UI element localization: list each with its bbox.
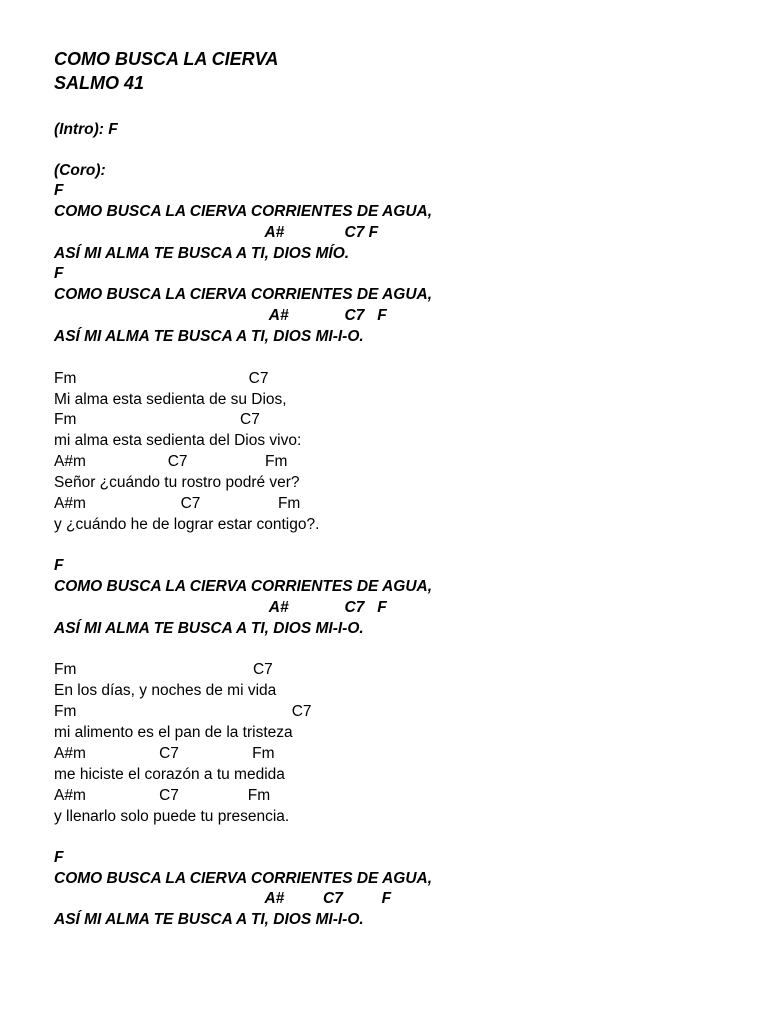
chord-line: Fm C7 (54, 411, 260, 428)
chord-line: A#m C7 Fm (54, 745, 275, 762)
chord-line: A#m C7 Fm (54, 787, 271, 804)
coro-label: (Coro): (54, 162, 106, 179)
chord-line: A# C7 F (54, 307, 387, 324)
lyric-line: mi alimento es el pan de la tristeza (54, 724, 293, 741)
chord-line: A# C7 F (54, 224, 379, 241)
lyric-line: COMO BUSCA LA CIERVA CORRIENTES DE AGUA, (54, 578, 433, 595)
lyric-line: y llenarlo solo puede tu presencia. (54, 808, 290, 825)
lyric-line: COMO BUSCA LA CIERVA CORRIENTES DE AGUA, (54, 870, 433, 887)
chord-line: A# C7 F (54, 890, 392, 907)
chord-line: F (54, 182, 64, 199)
lyric-line: Mi alma esta sedienta de su Dios, (54, 391, 287, 408)
lyric-line: ASÍ MI ALMA TE BUSCA A TI, DIOS MI-I-O. (54, 911, 364, 928)
chord-line: Fm C7 (54, 370, 269, 387)
chord-line: Fm C7 (54, 703, 312, 720)
chord-line: F (54, 265, 64, 282)
chord-line: A#m C7 Fm (54, 495, 301, 512)
lyric-line: COMO BUSCA LA CIERVA CORRIENTES DE AGUA, (54, 286, 433, 303)
chord-line: A# C7 F (54, 599, 387, 616)
intro-chord: (Intro): F (54, 121, 118, 138)
song-title: COMO BUSCA LA CIERVA (54, 49, 279, 69)
psalm-subtitle: SALMO 41 (54, 73, 145, 93)
lyric-line: me hiciste el corazón a tu medida (54, 766, 285, 783)
chord-line: F (54, 849, 64, 866)
lyric-line: mi alma esta sedienta del Dios vivo: (54, 432, 302, 449)
lyric-line: COMO BUSCA LA CIERVA CORRIENTES DE AGUA, (54, 203, 433, 220)
chord-line: A#m C7 Fm (54, 453, 288, 470)
lyric-line: ASÍ MI ALMA TE BUSCA A TI, DIOS MÍO. (54, 245, 350, 262)
lyric-line: y ¿cuándo he de lograr estar contigo?. (54, 516, 320, 533)
lyric-line: En los días, y noches de mi vida (54, 682, 277, 699)
lyric-line: ASÍ MI ALMA TE BUSCA A TI, DIOS MI-I-O. (54, 620, 364, 637)
lyric-line: ASÍ MI ALMA TE BUSCA A TI, DIOS MI-I-O. (54, 328, 364, 345)
chord-line: Fm C7 (54, 661, 273, 678)
lyric-line: Señor ¿cuándo tu rostro podré ver? (54, 474, 300, 491)
chord-line: F (54, 557, 64, 574)
